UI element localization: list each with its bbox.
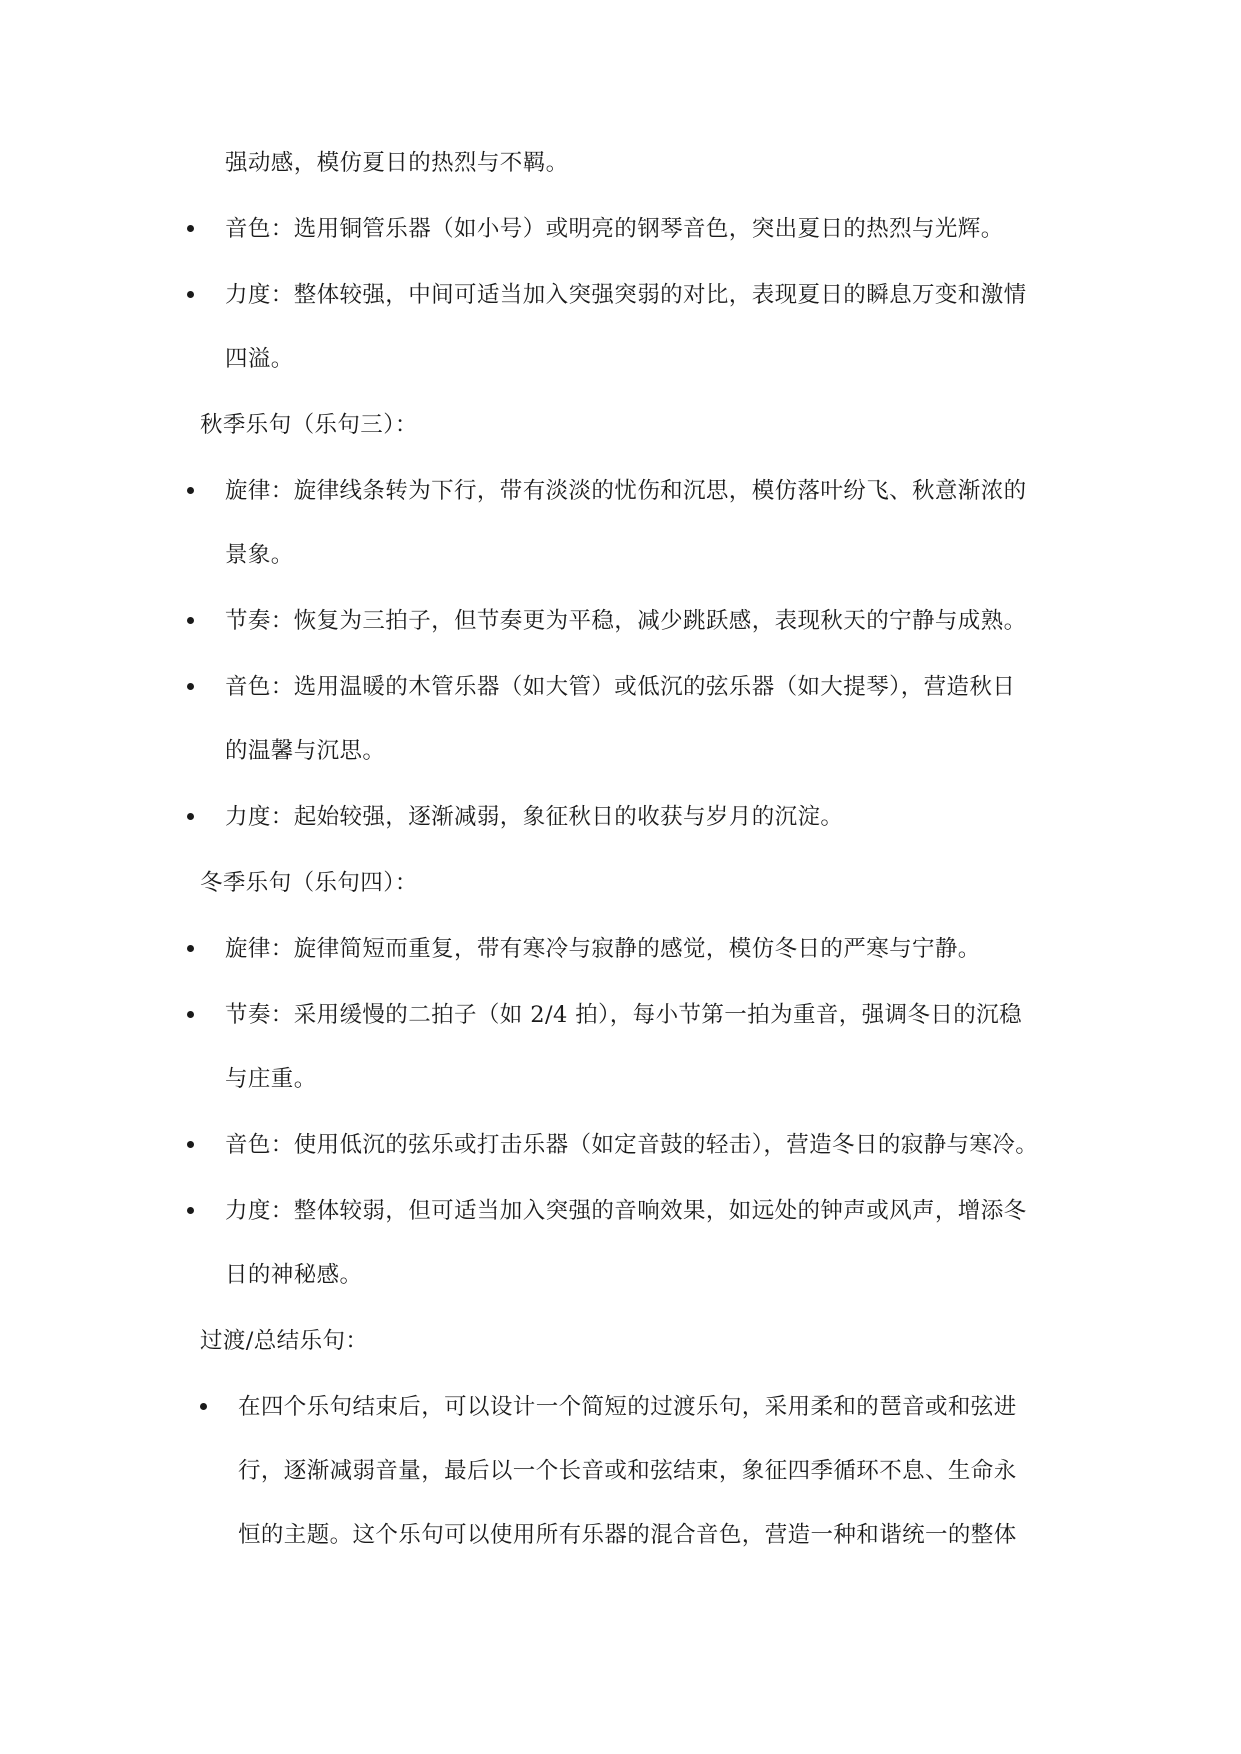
bullet-icon bbox=[187, 1207, 194, 1214]
bullet-icon bbox=[187, 225, 194, 232]
bullet-icon bbox=[187, 1011, 194, 1018]
list-item-summer-timbre: 音色：选用铜管乐器（如小号）或明亮的钢琴音色，突出夏日的热烈与光辉。 bbox=[225, 216, 1004, 242]
list-item-winter-dynamics: 力度：整体较弱，但可适当加入突强的音响效果，如远处的钟声或风声，增添冬 bbox=[225, 1198, 1027, 1224]
text-line-summer-continued: 强动感，模仿夏日的热烈与不羁。 bbox=[225, 150, 569, 176]
list-item-transition-cont-1: 行，逐渐减弱音量，最后以一个长音或和弦结束，象征四季循环不息、生命永 bbox=[238, 1458, 1017, 1484]
bullet-icon bbox=[187, 683, 194, 690]
list-item-autumn-timbre-cont: 的温馨与沉思。 bbox=[225, 738, 386, 764]
bullet-icon bbox=[187, 1141, 194, 1148]
bullet-icon bbox=[200, 1403, 207, 1410]
section-heading-transition: 过渡/总结乐句： bbox=[200, 1328, 369, 1354]
list-item-winter-rhythm: 节奏：采用缓慢的二拍子（如 2/4 拍），每小节第一拍为重音，强调冬日的沉稳 bbox=[225, 1002, 1022, 1028]
section-heading-autumn: 秋季乐句（乐句三）： bbox=[200, 412, 418, 438]
list-item-transition: 在四个乐句结束后，可以设计一个简短的过渡乐句，采用柔和的琶音或和弦进 bbox=[238, 1394, 1017, 1420]
list-item-summer-dynamics-cont: 四溢。 bbox=[225, 346, 294, 372]
section-heading-winter: 冬季乐句（乐句四）： bbox=[200, 870, 418, 896]
list-item-transition-cont-2: 恒的主题。这个乐句可以使用所有乐器的混合音色，营造一种和谐统一的整体 bbox=[238, 1522, 1017, 1548]
bullet-icon bbox=[187, 617, 194, 624]
list-item-autumn-dynamics: 力度：起始较强，逐渐减弱，象征秋日的收获与岁月的沉淀。 bbox=[225, 804, 844, 830]
list-item-winter-dynamics-cont: 日的神秘感。 bbox=[225, 1262, 363, 1288]
list-item-winter-timbre: 音色：使用低沉的弦乐或打击乐器（如定音鼓的轻击），营造冬日的寂静与寒冷。 bbox=[225, 1132, 1039, 1158]
bullet-icon bbox=[187, 813, 194, 820]
list-item-autumn-timbre: 音色：选用温暖的木管乐器（如大管）或低沉的弦乐器（如大提琴），营造秋日 bbox=[225, 674, 1016, 700]
list-item-autumn-melody: 旋律：旋律线条转为下行，带有淡淡的忧伤和沉思，模仿落叶纷飞、秋意渐浓的 bbox=[225, 478, 1027, 504]
list-item-winter-melody: 旋律：旋律简短而重复，带有寒冷与寂静的感觉，模仿冬日的严寒与宁静。 bbox=[225, 936, 981, 962]
bullet-icon bbox=[187, 487, 194, 494]
bullet-icon bbox=[187, 291, 194, 298]
list-item-summer-dynamics: 力度：整体较强，中间可适当加入突强突弱的对比，表现夏日的瞬息万变和激情 bbox=[225, 282, 1027, 308]
bullet-icon bbox=[187, 945, 194, 952]
list-item-autumn-melody-cont: 景象。 bbox=[225, 542, 294, 568]
list-item-autumn-rhythm: 节奏：恢复为三拍子，但节奏更为平稳，减少跳跃感，表现秋天的宁静与成熟。 bbox=[225, 608, 1027, 634]
list-item-winter-rhythm-cont: 与庄重。 bbox=[225, 1066, 317, 1092]
